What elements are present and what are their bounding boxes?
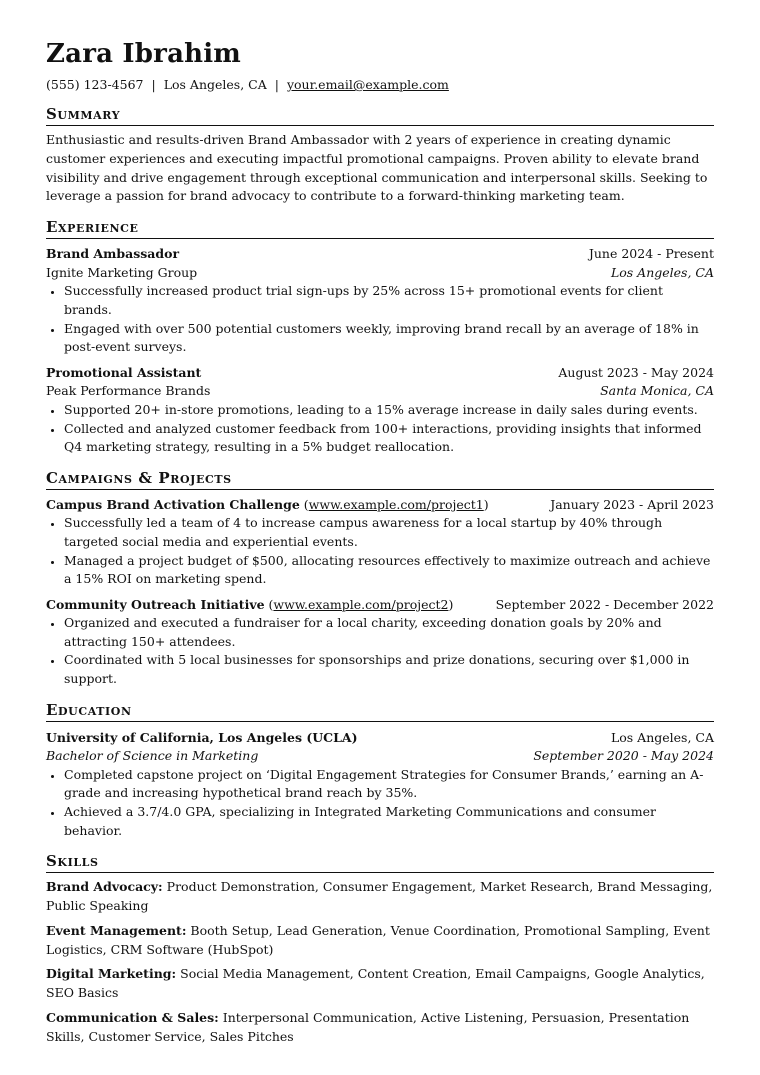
skill-label: Brand Advocacy: [46, 879, 163, 895]
project-name: Campus Brand Activation Challenge [46, 496, 300, 512]
contact-line [46, 76, 714, 93]
link-paren: ) [483, 496, 489, 512]
project-link[interactable]: www.example.com/project2 [273, 596, 449, 612]
bullet-item: • Successfully increased product trial sign-ups by 25% across 15+ promotional events for client brands. [63, 282, 714, 319]
job-location: Santa Monica, CA [600, 383, 714, 399]
section-title-projects: Campaigns & Projects [46, 469, 714, 490]
job-role: Promotional Assistant [46, 364, 202, 380]
summary-text: Enthusiastic and results-driven Brand Ambassador with 2 years of experience in creating dynamic customer experiences and executing impactful promotional campaigns. Proven ability to elevate brand visibility and drive engagement through exceptional communication and interpersonal skills. Seeking to leverage a passion for brand advocacy to contribute to a forward-thinking marketing team. [46, 132, 708, 204]
project-dates: September 2022 - December 2022 [495, 596, 714, 612]
project-heading [46, 596, 453, 615]
job-entry [46, 245, 714, 357]
project-link[interactable]: www.example.com/project1 [308, 496, 484, 512]
job-dates: June 2024 - Present [588, 246, 714, 262]
project-heading [46, 496, 489, 515]
skill-label: Communication & Sales: [46, 1010, 219, 1025]
location: Los Angeles, CA [163, 77, 267, 92]
skill-group [46, 922, 714, 960]
section-title-education: Education [46, 701, 714, 722]
project-entry [46, 496, 714, 589]
bullet-item: • Supported 20+ in-store promotions, leading to a 15% average increase in daily sales during events. [63, 401, 714, 420]
job-bullets [46, 282, 714, 356]
skill-label: Digital Marketing: [46, 966, 177, 982]
candidate-name: Zara Ibrahim [46, 39, 242, 69]
contact-separator: | [274, 77, 279, 92]
bullet-item: • Successfully led a team of 4 to increase campus awareness for a local startup by 40% through targeted social media and experiential events. [63, 514, 714, 551]
bullet-item: • Completed capstone project on ‘Digital Engagement Strategies for Consumer Brands,’ earning an A-grade and increasing hypothetical brand reach by 35%. [63, 766, 714, 803]
project-bullets [46, 614, 714, 688]
project-bullets [46, 514, 714, 588]
phone-number: (555) 123-4567 [46, 77, 144, 92]
skill-list: Interpersonal Communication, Active Listening, Persuasion, Presentation Skills, Customer Service, Sales Pitches [46, 1010, 690, 1044]
bullet-item: • Achieved a 3.7/4.0 GPA, specializing in Integrated Marketing Communications and consumer behavior. [63, 803, 714, 840]
section-title-skills: Skills [46, 852, 714, 873]
section-title-experience: Experience [46, 218, 714, 239]
job-entry [46, 364, 714, 457]
education-dates: September 2020 - May 2024 [533, 748, 714, 764]
skill-list: Booth Setup, Lead Generation, Venue Coordination, Promotional Sampling, Event Logistics, CRM Software (HubSpot) [46, 922, 710, 957]
bullet-item: • Collected and analyzed customer feedback from 100+ interactions, providing insights that informed Q4 marketing strategy, resulting in a 5% budget reallocation. [63, 420, 714, 457]
job-dates: August 2023 - May 2024 [558, 364, 714, 380]
skill-group [46, 1009, 714, 1047]
email-link[interactable]: your.email@example.com [286, 77, 449, 92]
link-paren: ) [448, 596, 454, 612]
project-name: Community Outreach Initiative [46, 596, 265, 612]
skill-group [46, 965, 714, 1003]
school-name: University of California, Los Angeles (UCLA) [46, 729, 358, 745]
skill-list: Product Demonstration, Consumer Engagement, Market Research, Brand Messaging, Public Speaking [46, 879, 713, 914]
section-title-summary: Summary [46, 105, 714, 126]
job-company: Ignite Marketing Group [46, 264, 198, 280]
job-location: Los Angeles, CA [610, 264, 714, 280]
education-entry [46, 729, 714, 841]
bullet-item: • Managed a project budget of $500, allocating resources effectively to maximize outreach and achieve a 15% ROI on marketing spend. [63, 552, 714, 589]
projects-section [46, 496, 714, 689]
job-role: Brand Ambassador [46, 246, 180, 262]
skill-label: Event Management: [46, 922, 187, 938]
skill-group [46, 878, 714, 916]
degree: Bachelor of Science in Marketing [46, 748, 259, 764]
job-bullets [46, 401, 714, 457]
contact-separator: | [151, 77, 156, 92]
bullet-item: • Engaged with over 500 potential customers weekly, improving brand recall by an average of 18% in post-event surveys. [63, 320, 714, 357]
project-entry [46, 596, 714, 689]
school-location: Los Angeles, CA [610, 729, 714, 745]
link-paren: ( [268, 596, 274, 612]
bullet-item: • Organized and executed a fundraiser for a local charity, exceeding donation goals by 20% and attracting 150+ attendees. [63, 614, 714, 651]
project-dates: January 2023 - April 2023 [550, 496, 714, 512]
skill-list: Social Media Management, Content Creation, Email Campaigns, Google Analytics, SEO Basics [46, 966, 705, 1001]
bullet-item: • Coordinated with 5 local businesses for sponsorships and prize donations, securing over $1,000 in support. [63, 651, 714, 688]
job-company: Peak Performance Brands [46, 383, 211, 399]
link-paren: ( [303, 496, 309, 512]
education-bullets [46, 766, 714, 840]
skills-section [46, 878, 714, 1046]
experience-section [46, 245, 714, 457]
